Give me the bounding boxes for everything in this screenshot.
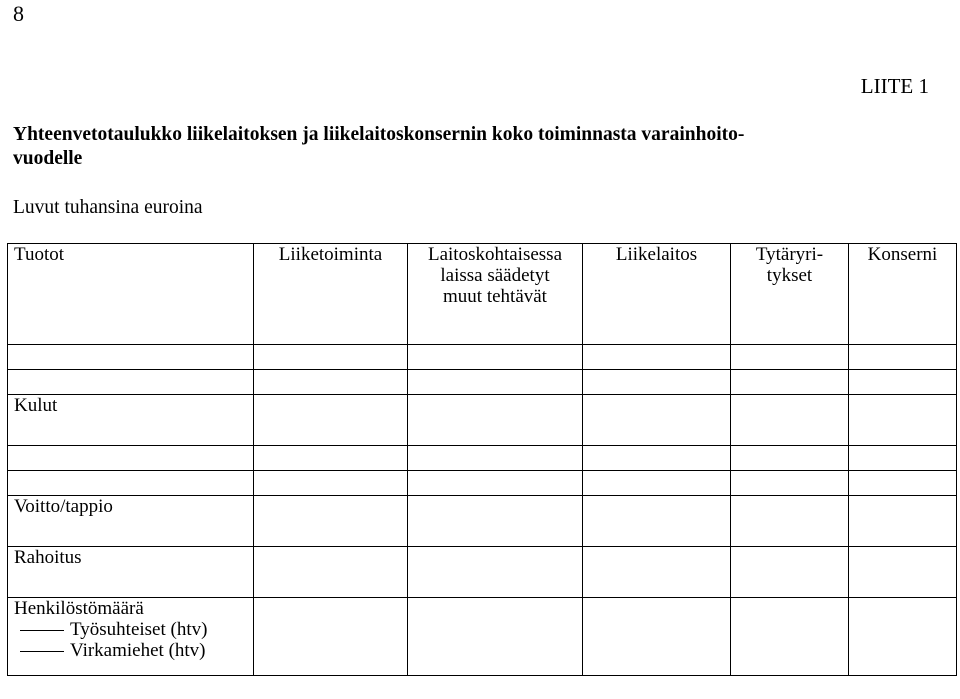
table-cell: [408, 446, 583, 471]
table-cell: [408, 598, 583, 676]
table-cell: [583, 547, 731, 598]
title-line-2: vuodelle: [13, 148, 83, 169]
table-cell: [408, 345, 583, 370]
table-cell: [254, 345, 408, 370]
table-cell: [731, 496, 849, 547]
table-cell: [731, 370, 849, 395]
table-cell: [583, 496, 731, 547]
table-cell: [408, 370, 583, 395]
row-label-henkilosto: [8, 598, 254, 676]
table-row-rahoitus: [8, 547, 957, 598]
column-header-konserni: [849, 244, 957, 345]
table-cell: [408, 395, 583, 446]
table-row-kulut: [8, 395, 957, 446]
table-row: [8, 370, 957, 395]
page-number: 8: [13, 1, 24, 26]
table-cell: [8, 345, 254, 370]
column-header-text: Tytäryri-: [755, 244, 824, 265]
table-cell: [254, 446, 408, 471]
column-header-muut-tehtavat: [408, 244, 583, 345]
table-cell: [254, 370, 408, 395]
table-cell: [731, 547, 849, 598]
column-header-text: Liikelaitos: [615, 244, 698, 265]
table-row: [8, 471, 957, 496]
table-cell: [731, 395, 849, 446]
appendix-label: LIITE 1: [860, 74, 929, 98]
tyosuhteiset-label: Työsuhteiset (htv): [70, 619, 208, 640]
table-cell: [8, 446, 254, 471]
table-cell: [8, 370, 254, 395]
table-cell: [583, 370, 731, 395]
table-cell: [583, 598, 731, 676]
table-cell: [583, 471, 731, 496]
table-cell: [849, 471, 957, 496]
table-cell: [254, 496, 408, 547]
table-cell: [583, 345, 731, 370]
column-header-text: Liiketoiminta: [278, 244, 383, 265]
unit-note: Luvut tuhansina euroina: [13, 197, 203, 218]
column-header-text: Laitoskohtaisessa: [427, 244, 563, 265]
column-header-text: laissa säädetyt: [440, 265, 550, 286]
henkilosto-label: Henkilöstömäärä: [14, 598, 144, 619]
table-cell: [254, 471, 408, 496]
table-cell: [408, 547, 583, 598]
table-cell: [731, 598, 849, 676]
title-line-1: Yhteenvetotaulukko liikelaitoksen ja liikelaitoskonsernin koko toiminnasta varainhoito-: [13, 124, 745, 145]
document-title: [13, 123, 933, 171]
table-cell: [731, 471, 849, 496]
table-cell: [408, 471, 583, 496]
table-row: [8, 345, 957, 370]
row-label-tuotot: Tuotot: [8, 244, 254, 345]
table-cell: [254, 547, 408, 598]
column-header-tytaryritykset: [731, 244, 849, 345]
virkamiehet-label: Virkamiehet (htv): [70, 640, 206, 661]
table-cell: [731, 345, 849, 370]
table-cell: [731, 446, 849, 471]
table-cell: [849, 547, 957, 598]
tyosuhteiset-line: [14, 619, 249, 640]
column-header-liiketoiminta: [254, 244, 408, 345]
table-cell: [849, 446, 957, 471]
row-label-kulut: Kulut: [8, 395, 254, 446]
column-header-text: tykset: [766, 265, 813, 286]
table-cell: [849, 345, 957, 370]
table-cell: [849, 496, 957, 547]
column-header-text: muut tehtävät: [443, 286, 547, 307]
table-cell: [849, 395, 957, 446]
column-header-text: Konserni: [867, 244, 938, 265]
table-cell: [254, 395, 408, 446]
row-label-rahoitus: Rahoitus: [8, 547, 254, 598]
table-row-henkilosto: [8, 598, 957, 676]
table-cell: [583, 446, 731, 471]
header-row: [8, 244, 957, 345]
table-cell: [408, 496, 583, 547]
table-cell: [254, 598, 408, 676]
column-header-liikelaitos: [583, 244, 731, 345]
table-cell: [849, 598, 957, 676]
table-cell: [8, 471, 254, 496]
table-row-voitto-tappio: [8, 496, 957, 547]
table-cell: [583, 395, 731, 446]
row-label-voitto-tappio: Voitto/tappio: [8, 496, 254, 547]
table-cell: [849, 370, 957, 395]
dash-mark: [20, 651, 64, 652]
table-row: [8, 446, 957, 471]
dash-mark: [20, 630, 64, 631]
virkamiehet-line: [14, 640, 249, 661]
summary-table: [7, 243, 957, 676]
